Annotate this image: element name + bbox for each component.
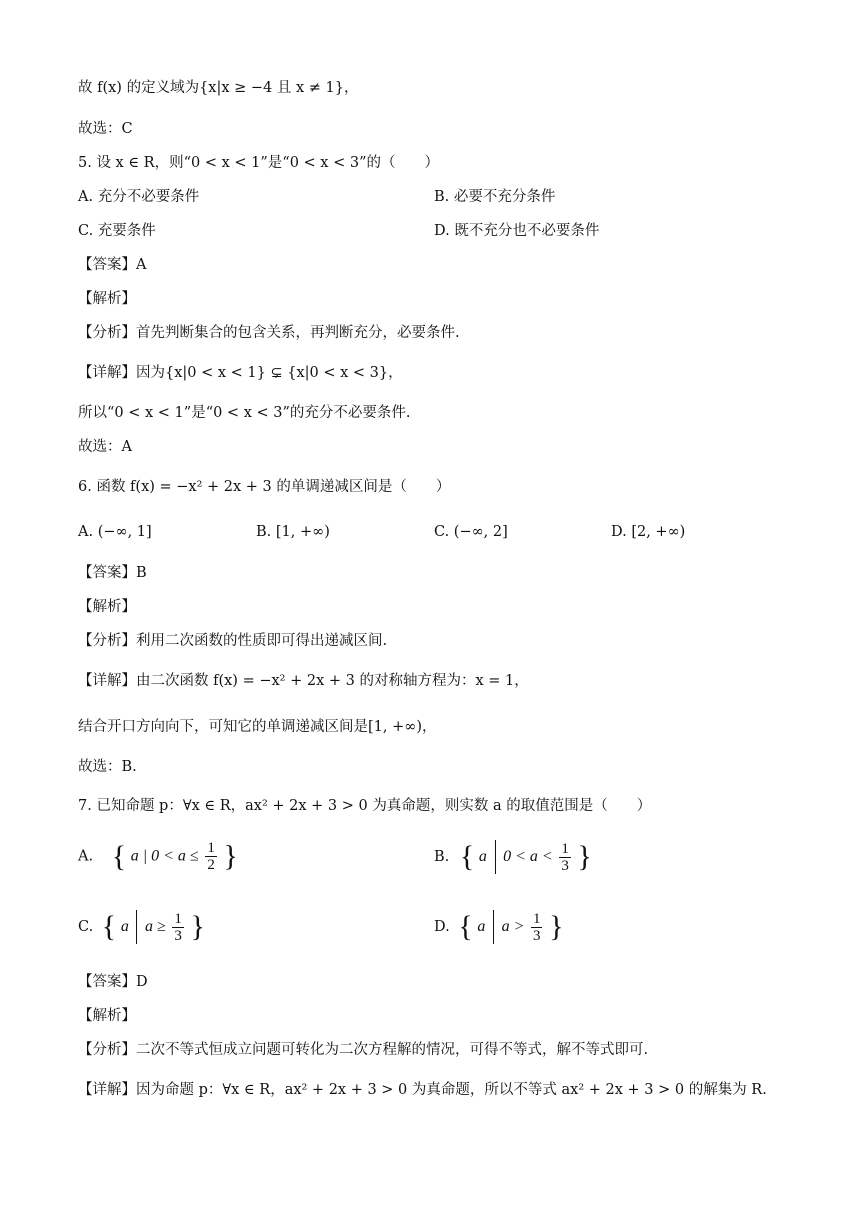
q6-answer: 【答案】B <box>78 565 147 581</box>
q7-option-b <box>434 840 592 874</box>
q6-option-c: C. (−∞, 2] <box>434 524 508 540</box>
q7-answer: 【答案】D <box>78 974 148 990</box>
q7-option-d-brace-open: { <box>458 910 473 943</box>
q4-domain-conclusion: 故 f(x) 的定义域为{x|x ≥ −4 且 x ≠ 1}， <box>78 80 359 96</box>
q5-stem: 5. 设 x ∈ R，则“0 < x < 1”是“0 < x < 3”的（ ） <box>78 155 439 171</box>
q6-fenxi: 【分析】利用二次函数的性质即可得出递减区间. <box>78 633 388 649</box>
q5-conclusion: 所以“0 < x < 1”是“0 < x < 3”的充分不必要条件. <box>78 405 411 421</box>
q5-answer: 【答案】A <box>78 257 147 273</box>
q6-stem: 6. 函数 f(x) = −x² + 2x + 3 的单调递减区间是（ ） <box>78 479 451 495</box>
q6-xiangjie: 【详解】由二次函数 f(x) = −x² + 2x + 3 的对称轴方程为：x = 1， <box>78 673 529 689</box>
q4-choice: 故选：C <box>78 121 133 137</box>
q7-fenxi: 【分析】二次不等式恒成立问题可转化为二次方程解的情况，可得不等式，解不等式即可. <box>78 1042 649 1058</box>
q6-option-a: A. (−∞, 1] <box>78 524 152 540</box>
q7-option-c-label: C. <box>78 919 94 935</box>
q7-option-a-brace-close: } <box>223 839 238 873</box>
q5-option-b: B. 必要不充分条件 <box>434 189 556 205</box>
q7-option-c-denominator: 3 <box>174 927 182 944</box>
q7-option-d-variable: a <box>477 918 486 935</box>
q7-option-a-numerator: 1 <box>207 840 215 856</box>
q7-option-c <box>78 910 205 944</box>
q7-option-c-brace-open: { <box>101 910 117 943</box>
q7-option-d-numerator: 1 <box>532 910 541 927</box>
q7-option-d-label: D. <box>434 919 450 935</box>
q5-option-d: D. 既不充分也不必要条件 <box>434 223 600 239</box>
q7-option-c-numerator: 1 <box>174 910 182 927</box>
q7-option-c-separator <box>136 910 137 944</box>
q5-option-c: C. 充要条件 <box>78 223 156 239</box>
q7-option-d-condition: a > <box>501 918 525 935</box>
q6-option-b: B. [1, +∞) <box>256 524 330 540</box>
q6-combine: 结合开口方向向下，可知它的单调递减区间是[1, +∞)， <box>78 719 437 735</box>
q7-stem: 7. 已知命题 p：∀x ∈ R，ax² + 2x + 3 > 0 为真命题，则实数 a 的取值范围是（ ） <box>78 798 652 814</box>
q5-fenxi: 【分析】首先判断集合的包含关系，再判断充分，必要条件. <box>78 325 460 341</box>
q7-option-a <box>78 840 238 873</box>
q7-option-a-condition: a | 0 < a ≤ <box>130 847 199 865</box>
q7-option-c-condition: a ≥ <box>145 918 166 935</box>
q6-option-d: D. [2, +∞) <box>611 524 686 540</box>
q7-option-d-separator <box>493 910 494 944</box>
q5-analysis-heading: 【解析】 <box>78 291 136 307</box>
q7-option-a-label: A. <box>78 848 94 865</box>
q6-analysis-heading: 【解析】 <box>78 599 136 615</box>
q7-option-b-condition: 0 < a < <box>503 848 553 865</box>
q7-option-d <box>434 910 563 944</box>
q5-choice: 故选：A <box>78 439 132 455</box>
q7-option-d-brace-close: } <box>549 910 564 943</box>
q7-option-b-separator <box>495 840 496 874</box>
q7-option-b-brace-open: { <box>459 840 475 873</box>
q7-option-c-brace-close: } <box>190 910 205 943</box>
q5-option-a: A. 充分不必要条件 <box>78 189 200 205</box>
q7-option-c-fraction <box>172 911 184 944</box>
q7-option-b-fraction <box>559 841 571 874</box>
q7-option-b-brace-close: } <box>577 840 592 873</box>
q7-option-a-brace-open: { <box>111 839 127 873</box>
q7-xiangjie: 【详解】因为命题 p：∀x ∈ R，ax² + 2x + 3 > 0 为真命题，所以不等式 ax² + 2x + 3 > 0 的解集为 R. <box>78 1082 767 1098</box>
q7-option-d-denominator: 3 <box>532 927 541 944</box>
q7-option-d-fraction <box>531 911 543 944</box>
q7-option-a-fraction <box>205 840 217 873</box>
q7-option-b-label: B. <box>434 849 450 865</box>
q7-option-a-denominator: 2 <box>207 857 215 873</box>
q6-choice: 故选：B. <box>78 759 137 775</box>
q7-option-b-denominator: 3 <box>561 857 569 874</box>
q7-option-c-variable: a <box>120 918 129 935</box>
q7-option-b-numerator: 1 <box>561 840 569 857</box>
q5-xiangjie: 【详解】因为{x|0 < x < 1} ⊊ {x|0 < x < 3}， <box>78 365 403 381</box>
q7-option-b-variable: a <box>478 848 487 865</box>
q7-analysis-heading: 【解析】 <box>78 1008 136 1024</box>
